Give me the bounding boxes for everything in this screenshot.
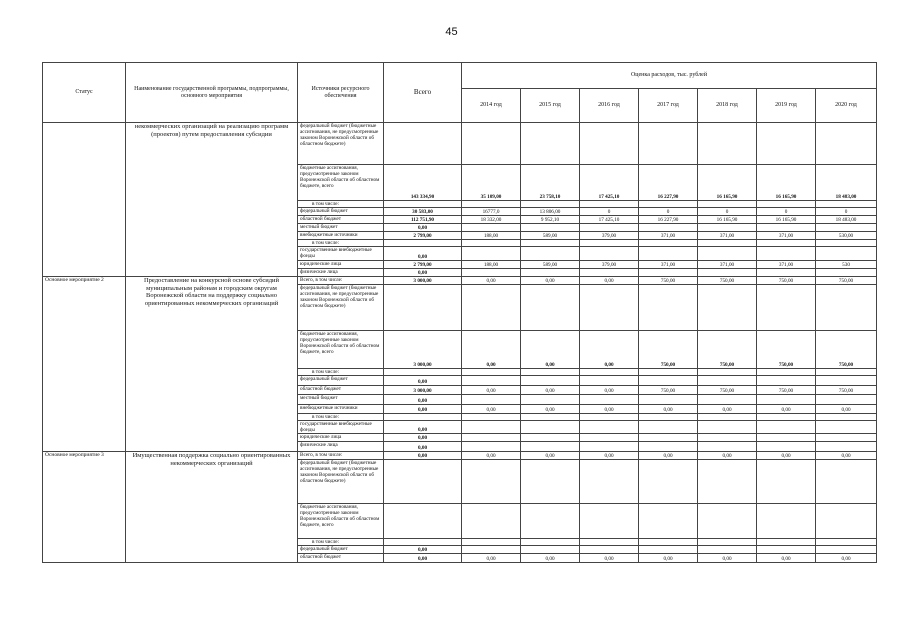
year-value [521,434,580,442]
source-label: государственные внебюджетные фонды [298,421,384,434]
year-value [698,421,757,434]
year-value [580,504,639,539]
total-value: 0,00 [384,269,462,277]
year-value [639,414,698,421]
total-value: 0,00 [384,376,462,386]
year-value [698,395,757,405]
table-row [43,452,877,460]
page-number: 45 [445,26,458,38]
year-value: 16 227,90 [639,165,698,201]
year-value [521,240,580,247]
header-name: Наименование государственной программы, подпрограммы, основного мероприятия [126,63,298,123]
year-value [462,224,521,232]
year-value [462,369,521,376]
total-value [384,201,462,208]
year-value [639,123,698,165]
year-value [639,224,698,232]
year-value [639,421,698,434]
year-value: 16777,0 [462,208,521,216]
year-value: 18 332,00 [462,216,521,224]
total-value [384,460,462,504]
year-value [521,269,580,277]
year-value [757,460,816,504]
row-name: Имущественная поддержка социально ориентированных некоммерческих организаций [126,452,298,563]
total-value: 0,00 [384,421,462,434]
table-row [43,123,877,165]
year-value: 750,00 [639,277,698,285]
year-value: 188,00 [462,261,521,269]
source-label: внебюджетные источники [298,405,384,414]
header-year: 2016 год [580,89,639,123]
year-value [698,285,757,331]
source-label: в том числе: [298,240,384,247]
year-value [816,369,877,376]
year-value [462,460,521,504]
source-label: федеральный бюджет (бюджетные ассигнования, не предусмотренные законом Воронежской области об областном бюджете) [298,460,384,504]
year-value [757,369,816,376]
source-label: в том числе: [298,539,384,546]
year-value [462,442,521,452]
year-value: 0,00 [521,452,580,460]
source-label: внебюджетные источники [298,232,384,240]
year-value [580,240,639,247]
total-value: 2 799,00 [384,261,462,269]
year-value: 16 165,90 [757,216,816,224]
header-year: 2017 год [639,89,698,123]
year-value: 0,00 [521,405,580,414]
source-label: в том числе: [298,201,384,208]
year-value: 371,00 [639,232,698,240]
year-value: 17 425,10 [580,165,639,201]
year-value [816,285,877,331]
year-value [816,201,877,208]
year-value [698,224,757,232]
year-value: 750,00 [816,277,877,285]
year-value [462,123,521,165]
year-value [698,442,757,452]
year-value [698,434,757,442]
year-value [698,201,757,208]
source-label: юридические лица [298,261,384,269]
year-value [816,442,877,452]
year-value: 0,00 [462,554,521,563]
year-value [698,539,757,546]
year-value [580,123,639,165]
year-value [639,442,698,452]
year-value [698,369,757,376]
total-value: 0,00 [384,247,462,261]
year-value [521,414,580,421]
year-value [816,421,877,434]
year-value: 0,00 [639,554,698,563]
year-value: 0,00 [757,452,816,460]
year-value [521,376,580,386]
year-value: 371,00 [698,232,757,240]
year-value: 188,00 [462,232,521,240]
header-status: Статус [43,63,126,123]
source-label: в том числе: [298,414,384,421]
year-value: 371,00 [757,261,816,269]
source-label: областной бюджет [298,554,384,563]
total-value [384,285,462,331]
source-label: Всего, в том числе: [298,277,384,285]
header-estimate: Оценка расходов, тыс. рублей [462,63,877,89]
year-value [521,539,580,546]
year-value: 16 165,90 [757,165,816,201]
source-label: местный бюджет [298,224,384,232]
year-value [521,546,580,554]
total-value [384,369,462,376]
header-sources: Источники ресурсного обеспечения [298,63,384,123]
year-value [757,504,816,539]
year-value [580,421,639,434]
total-value: 0,00 [384,434,462,442]
year-value [757,546,816,554]
year-value: 750,00 [757,331,816,369]
year-value: 0,00 [521,331,580,369]
source-label: бюджетные ассигнования, предусмотренные законом Воронежской области об областном бюджете, всего [298,165,384,201]
year-value [698,546,757,554]
year-value: 0,00 [521,554,580,563]
year-value [462,539,521,546]
total-value [384,414,462,421]
source-label: федеральный бюджет [298,208,384,216]
total-value: 30 583,00 [384,208,462,216]
year-value [639,201,698,208]
total-value: 112 751,90 [384,216,462,224]
year-value [757,421,816,434]
source-label: физические лица [298,269,384,277]
header-year: 2018 год [698,89,757,123]
year-value: 0,00 [521,277,580,285]
year-value [816,546,877,554]
year-value [816,504,877,539]
source-label: в том числе: [298,369,384,376]
year-value [757,539,816,546]
year-value [462,376,521,386]
year-value: 379,00 [580,232,639,240]
year-value [639,285,698,331]
year-value [580,224,639,232]
year-value [816,434,877,442]
year-value [580,460,639,504]
year-value [580,434,639,442]
year-value [462,504,521,539]
year-value: 0,00 [521,386,580,395]
total-value: 143 334,90 [384,165,462,201]
year-value: 0,00 [698,405,757,414]
year-value [757,123,816,165]
header-year: 2015 год [521,89,580,123]
year-value: 18 483,00 [816,165,877,201]
total-value [384,240,462,247]
year-value [462,247,521,261]
row-status: Основное мероприятие 2 [43,277,126,452]
year-value [580,546,639,554]
source-label: федеральный бюджет [298,546,384,554]
year-value [462,201,521,208]
year-value: 750,00 [639,331,698,369]
year-value: 17 425,10 [580,216,639,224]
year-value: 0,00 [580,277,639,285]
source-label: юридические лица [298,434,384,442]
year-value [580,201,639,208]
year-value: 0,00 [462,331,521,369]
total-value [384,123,462,165]
year-value [639,369,698,376]
total-value: 3 000,00 [384,277,462,285]
year-value [639,240,698,247]
year-value [698,247,757,261]
year-value: 750,00 [757,386,816,395]
source-label: государственные внебюджетные фонды [298,247,384,261]
year-value: 750,00 [757,277,816,285]
year-value [816,414,877,421]
total-value: 2 799,00 [384,232,462,240]
year-value [757,395,816,405]
year-value [462,269,521,277]
year-value [462,395,521,405]
year-value [580,442,639,452]
year-value [462,546,521,554]
year-value: 0 [580,208,639,216]
year-value: 0,00 [580,331,639,369]
year-value [521,224,580,232]
year-value: 589,00 [521,261,580,269]
row-status [43,123,126,277]
year-value [521,369,580,376]
year-value [639,460,698,504]
year-value: 750,00 [816,386,877,395]
year-value: 0,00 [580,386,639,395]
year-value [580,285,639,331]
year-value: 0,00 [757,554,816,563]
year-value: 0,00 [462,405,521,414]
year-value [639,546,698,554]
year-value [521,421,580,434]
year-value: 18 483,00 [816,216,877,224]
year-value [698,376,757,386]
year-value [698,504,757,539]
source-label: местный бюджет [298,395,384,405]
source-label: федеральный бюджет (бюджетные ассигнования, не предусмотренные законом Воронежской области об областном бюджете) [298,123,384,165]
year-value [521,201,580,208]
year-value [580,414,639,421]
total-value [384,539,462,546]
year-value: 371,00 [757,232,816,240]
year-value: 379,00 [580,261,639,269]
total-value: 0,00 [384,546,462,554]
year-value: 371,00 [698,261,757,269]
source-label: федеральный бюджет (бюджетные ассигнования, не предусмотренные законом Воронежской области об областном бюджете) [298,285,384,331]
year-value: 16 165,90 [698,216,757,224]
year-value: 9 952,10 [521,216,580,224]
table-row [43,277,877,285]
total-value: 0,00 [384,442,462,452]
year-value [639,504,698,539]
year-value [462,414,521,421]
year-value [816,460,877,504]
year-value [757,376,816,386]
year-value [816,123,877,165]
total-value: 3 000,00 [384,386,462,395]
year-value: 16 227,90 [639,216,698,224]
year-value: 750,00 [698,277,757,285]
year-value: 23 758,10 [521,165,580,201]
year-value [698,269,757,277]
year-value [639,247,698,261]
year-value [757,414,816,421]
total-value: 0,00 [384,224,462,232]
row-status: Основное мероприятие 3 [43,452,126,563]
year-value [639,376,698,386]
year-value: 13 806,00 [521,208,580,216]
total-value: 0,00 [384,452,462,460]
source-label: областной бюджет [298,386,384,395]
year-value: 0,00 [580,452,639,460]
year-value: 750,00 [698,386,757,395]
year-value: 0,00 [580,554,639,563]
year-value [521,460,580,504]
source-label: областной бюджет [298,216,384,224]
source-label: федеральный бюджет [298,376,384,386]
year-value [639,434,698,442]
year-value [580,539,639,546]
year-value: 0,00 [816,452,877,460]
source-label: бюджетные ассигнования, предусмотренные законом Воронежской области об областном бюджете, всего [298,504,384,539]
year-value: 530 [816,261,877,269]
year-value [521,442,580,452]
year-value: 0 [757,208,816,216]
year-value [521,285,580,331]
year-value [698,123,757,165]
year-value: 371,00 [639,261,698,269]
year-value: 16 165,90 [698,165,757,201]
year-value [580,369,639,376]
year-value [757,247,816,261]
year-value [580,395,639,405]
row-name: Предоставление на конкурсной основе субсидий муниципальным районам и городским округам Воронежской области на поддержку социально ориентированных некоммерческих организаций [126,277,298,452]
header-total: Всего [384,63,462,123]
year-value: 0,00 [580,405,639,414]
year-value [757,224,816,232]
year-value [698,460,757,504]
year-value [521,247,580,261]
year-value [462,240,521,247]
year-value [462,285,521,331]
year-value: 0,00 [816,405,877,414]
year-value [580,376,639,386]
year-value [521,123,580,165]
year-value [816,224,877,232]
year-value [757,434,816,442]
total-value: 0,00 [384,395,462,405]
year-value [698,240,757,247]
year-value: 35 109,00 [462,165,521,201]
source-label: Всего, в том числе: [298,452,384,460]
year-value: 750,00 [816,331,877,369]
budget-table [42,62,877,563]
year-value [816,395,877,405]
year-value: 0,00 [462,386,521,395]
year-value [639,395,698,405]
header-year: 2019 год [757,89,816,123]
header-year: 2020 год [816,89,877,123]
year-value [580,247,639,261]
year-value [462,434,521,442]
total-value: 0,00 [384,405,462,414]
year-value: 0,00 [639,452,698,460]
year-value [816,240,877,247]
year-value [757,442,816,452]
year-value: 0 [639,208,698,216]
year-value: 589,00 [521,232,580,240]
year-value: 0,00 [816,554,877,563]
row-name: некоммерческих организаций на реализацию программ (проектов) путем предоставления субсидии [126,123,298,277]
source-label: бюджетные ассигнования, предусмотренные законом Воронежской области об областном бюджете, всего [298,331,384,369]
year-value [757,240,816,247]
year-value [757,269,816,277]
year-value [580,269,639,277]
year-value: 0 [698,208,757,216]
year-value [698,414,757,421]
year-value: 0,00 [462,452,521,460]
year-value [816,269,877,277]
total-value: 0,00 [384,554,462,563]
year-value: 0,00 [462,277,521,285]
year-value [816,247,877,261]
year-value: 0,00 [757,405,816,414]
year-value: 0,00 [698,452,757,460]
year-value [521,395,580,405]
year-value: 0,00 [698,554,757,563]
year-value [757,285,816,331]
year-value: 750,00 [639,386,698,395]
year-value: 530,00 [816,232,877,240]
year-value [462,421,521,434]
header-year: 2014 год [462,89,521,123]
year-value [639,269,698,277]
year-value: 750,00 [698,331,757,369]
total-value: 3 000,00 [384,331,462,369]
year-value [816,376,877,386]
year-value [521,504,580,539]
year-value [757,201,816,208]
total-value [384,504,462,539]
year-value: 0 [816,208,877,216]
year-value [639,539,698,546]
year-value [816,539,877,546]
source-label: физические лица [298,442,384,452]
year-value: 0,00 [639,405,698,414]
